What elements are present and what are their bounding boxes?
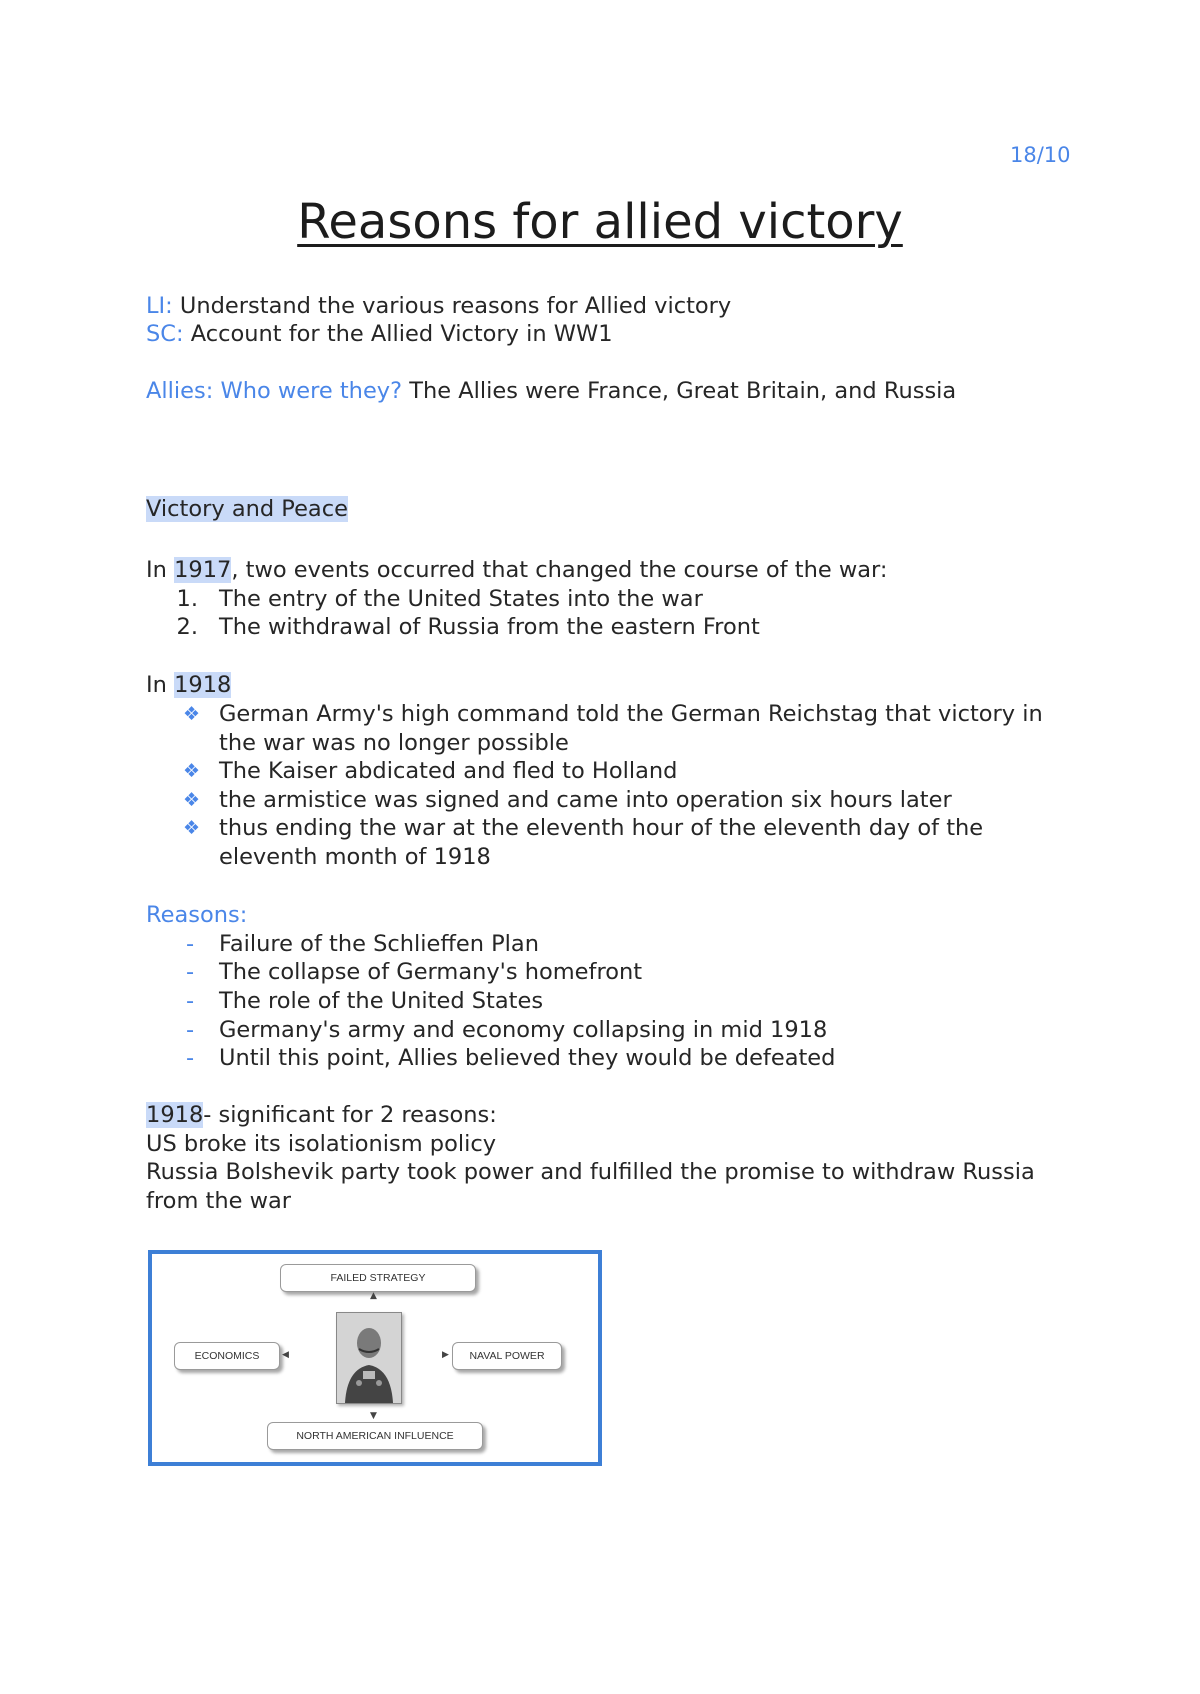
significance-reason-2: Russia Bolshevik party took power and fulfilled the promise to withdraw Russia [146,1159,1035,1185]
significance-year: 1918 [146,1102,204,1128]
list-item-text: eleventh month of 1918 [219,844,491,870]
events-1918-list [146,700,1096,880]
diamond-bullet-icon: ❖ [183,760,201,782]
diamond-bullet-icon: ❖ [183,789,201,811]
learning-intention [146,292,731,321]
reasons-list [146,930,1046,1080]
dash-bullet: - [186,1017,195,1043]
list-item-text: The Kaiser abdicated and fled to Holland [219,758,678,784]
diagram-box-economics: ECONOMICS [174,1342,280,1370]
sc-text: Account for the Allied Victory in WW1 [190,321,613,347]
list-item-text: The collapse of Germany's homefront [219,959,643,985]
list-item [146,814,1096,872]
list-item-text: Germany's army and economy collapsing in mid 1918 [219,1017,828,1043]
diagram-box-failed-strategy: FAILED STRATEGY [280,1264,476,1292]
list-item-text: thus ending the war at the eleventh hour of the eleventh day of the [219,815,984,841]
list-item [146,700,1096,758]
list-number: 1. [176,586,198,612]
list-item [146,613,1046,642]
section-heading-text: Victory and Peace [146,496,348,522]
list-item [146,585,1046,614]
allies-question: Allies: Who were they? [146,378,403,404]
list-item-text: The withdrawal of Russia from the eastern Front [219,614,760,640]
significance-rest: - significant for 2 reasons: [203,1102,497,1128]
kaiser-portrait-image [336,1312,402,1404]
list-number: 2. [176,614,198,640]
portrait-silhouette-icon [337,1313,401,1403]
list-item [146,930,1046,959]
sc-label: SC: [146,321,184,347]
significance-intro [146,1101,497,1130]
dash-bullet: - [186,1045,195,1071]
list-item [146,1044,1046,1073]
list-item-text: German Army's high command told the German Reichstag that victory in [219,701,1043,727]
events-1917-prefix: In [146,557,167,583]
list-item-text: The entry of the United States into the war [219,586,703,612]
diagram-box-north-american-influence: NORTH AMERICAN INFLUENCE [267,1422,483,1450]
li-label: LI: [146,293,173,319]
events-1918-prefix: In [146,672,167,698]
li-text: Understand the various reasons for Allied victory [179,293,732,319]
allies-line [146,377,956,406]
list-item-text: the war was no longer possible [219,730,569,756]
significance-reason-2-cont: from the war [146,1188,292,1214]
events-1917-rest: , two events occurred that changed the course of the war: [231,557,888,583]
events-1917-intro [146,556,887,585]
dash-bullet: - [186,988,195,1014]
list-item [146,1016,1046,1045]
events-1917-list [146,585,1046,645]
arrow-left-icon: ◀ [282,1350,289,1360]
list-item [146,757,1096,786]
section-heading [146,495,348,524]
reasons-heading: Reasons: [146,902,248,928]
list-item [146,786,1096,815]
diagram-box-naval-power: NAVAL POWER [452,1342,562,1370]
events-1917-year: 1917 [174,557,232,583]
list-item [146,958,1046,987]
page-title: Reasons for allied victory [297,194,903,250]
list-item [146,987,1046,1016]
diamond-bullet-icon: ❖ [183,703,201,725]
significance-reason-1: US broke its isolationism policy [146,1131,497,1157]
dash-bullet: - [186,931,195,957]
events-1918-year: 1918 [174,672,232,698]
dash-bullet: - [186,959,195,985]
arrow-down-icon: ▼ [370,1411,377,1421]
reasons-diagram [148,1250,602,1466]
events-1918-intro [146,671,231,700]
arrow-up-icon: ▲ [370,1291,377,1301]
arrow-right-icon: ▶ [442,1350,449,1360]
success-criteria [146,320,613,349]
diamond-bullet-icon: ❖ [183,817,201,839]
list-item-text: the armistice was signed and came into operation six hours later [219,787,952,813]
list-item-text: Failure of the Schlieffen Plan [219,931,539,957]
list-item-text: Until this point, Allies believed they would be defeated [219,1045,836,1071]
date-label: 18/10 [1010,143,1071,167]
allies-answer: The Allies were France, Great Britain, and Russia [409,378,957,404]
list-item-text: The role of the United States [219,988,544,1014]
